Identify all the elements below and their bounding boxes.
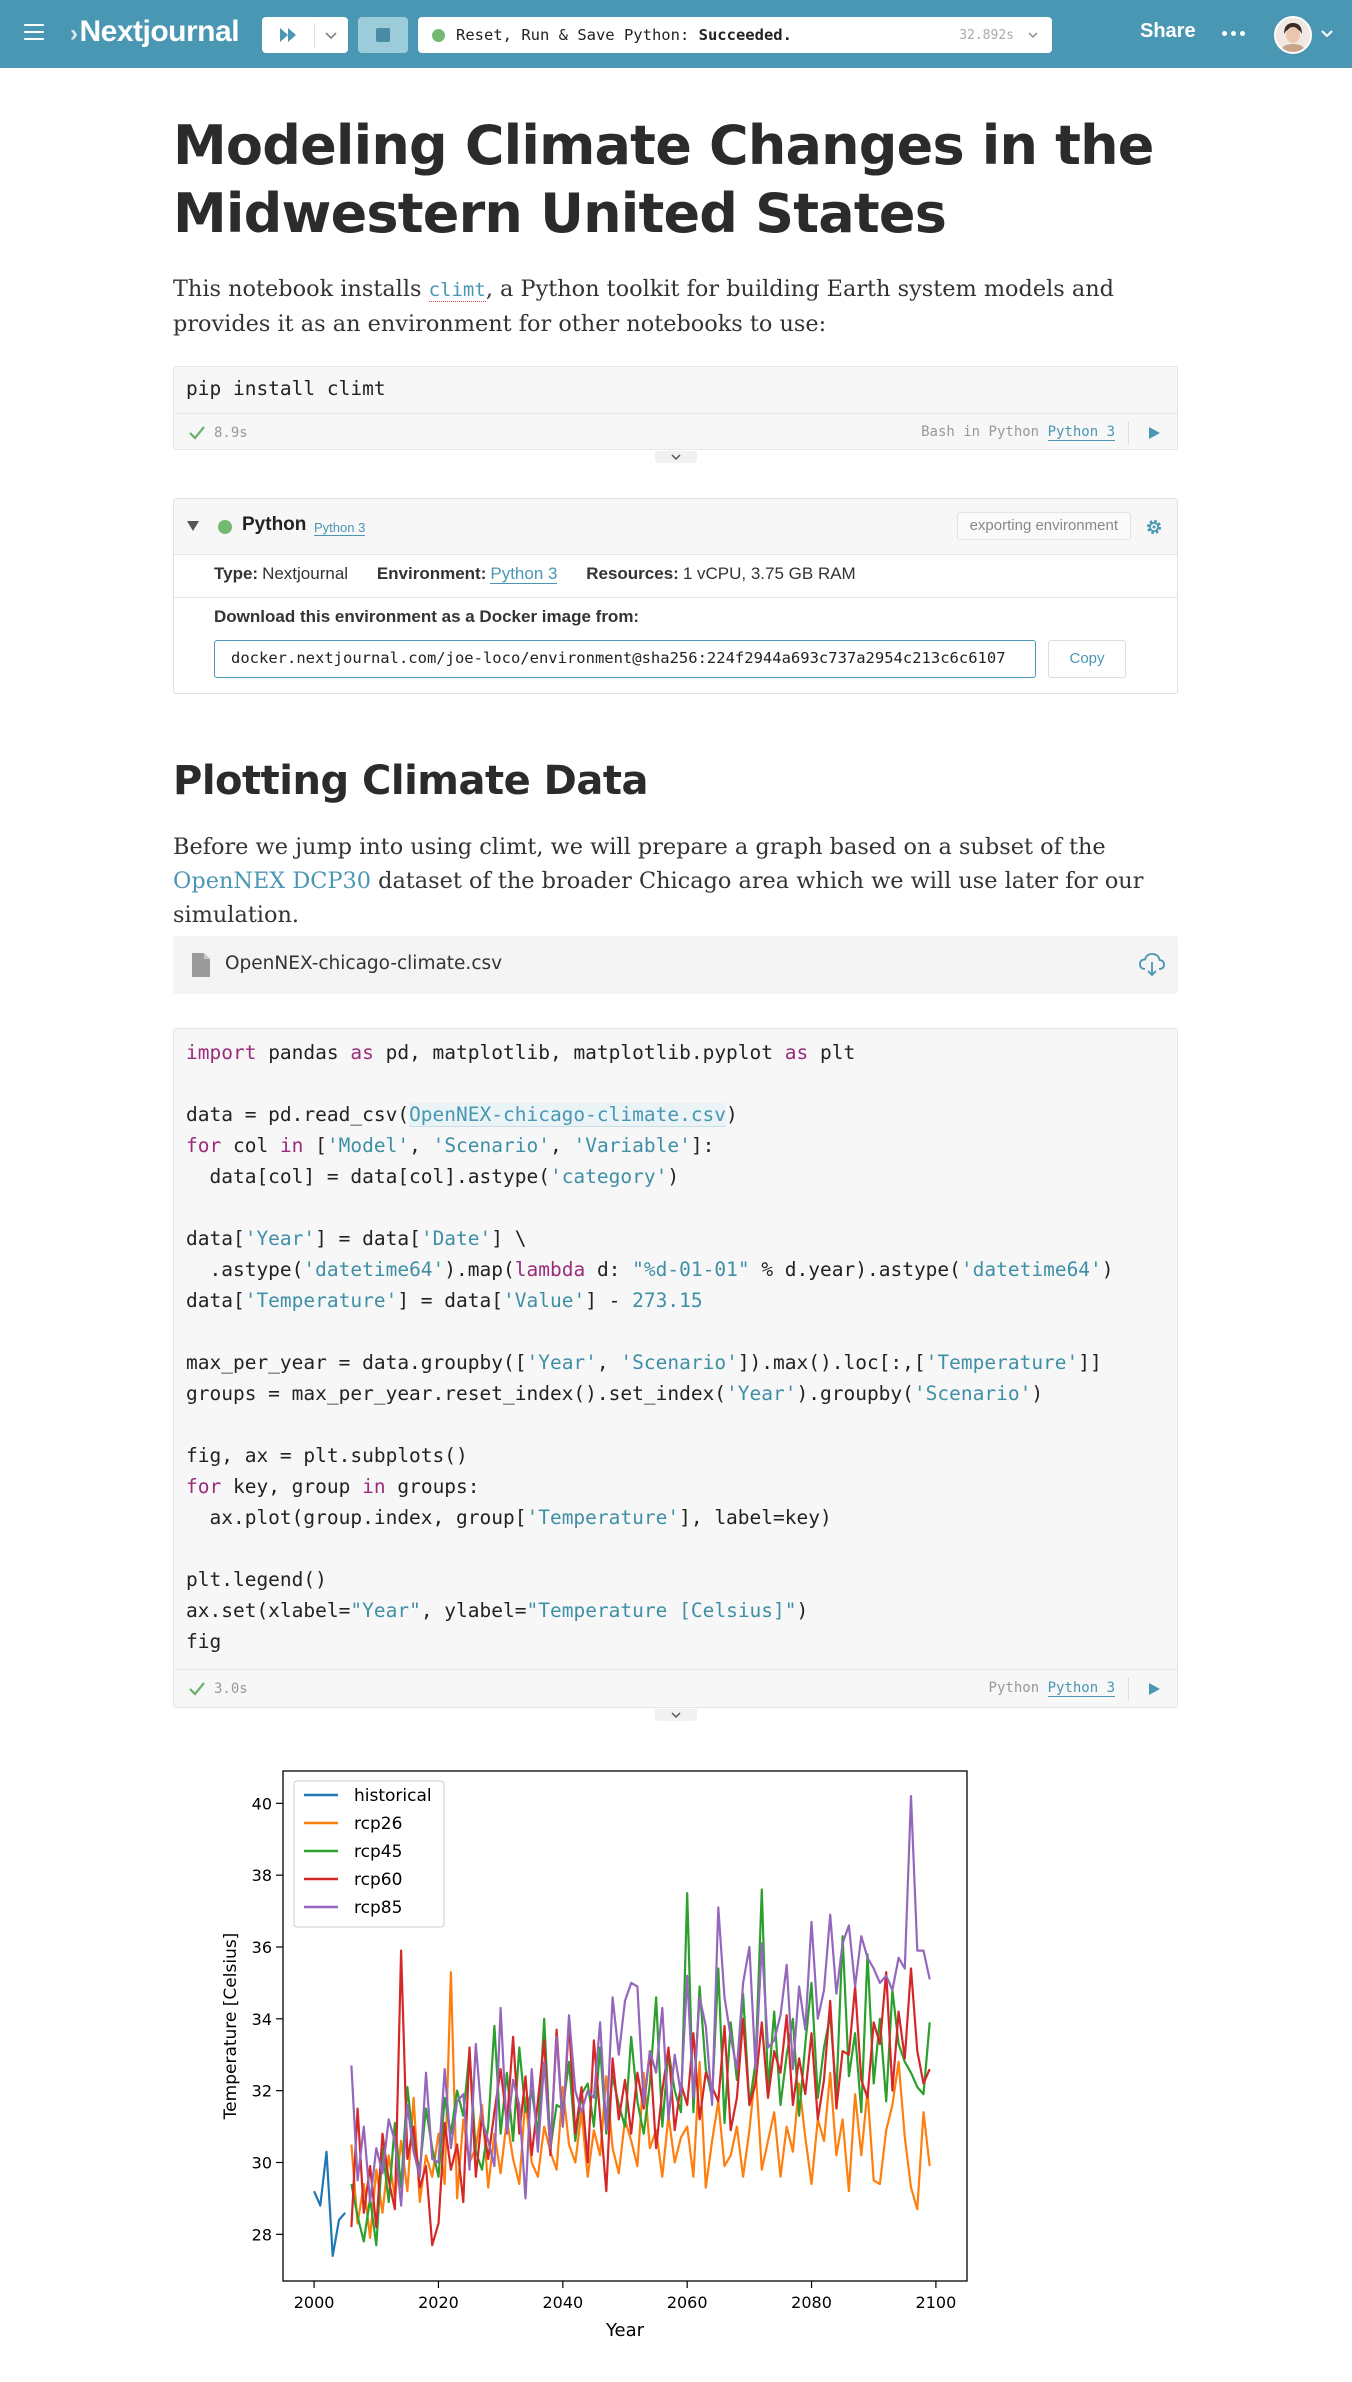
check-icon (188, 1680, 206, 1698)
file-reference-link[interactable]: OpenNEX-chicago-climate.csv (409, 1103, 727, 1126)
footer-divider (1128, 422, 1129, 444)
environment-status-dot (218, 520, 232, 534)
environment-panel (173, 498, 1178, 694)
run-button-divider (314, 23, 315, 47)
file-attachment[interactable] (173, 936, 1178, 994)
run-cell-icon[interactable] (1147, 1682, 1161, 1696)
y-tick-label: 30 (251, 2153, 272, 2173)
section-title: Plotting Climate Data (173, 758, 648, 804)
legend-label-rcp45: rcp45 (354, 1842, 403, 1862)
more-options-icon[interactable] (1222, 31, 1249, 36)
chevron-down-icon (670, 452, 682, 462)
share-button[interactable]: Share (1140, 20, 1196, 42)
cell-expander[interactable] (655, 451, 697, 463)
cell-duration: 3.0s (214, 1681, 248, 1697)
x-tick-label: 2100 (915, 2293, 957, 2312)
logo-chevron-icon: › (70, 20, 78, 47)
file-icon (191, 952, 211, 978)
fast-forward-icon (272, 25, 306, 45)
environment-name: Python (242, 514, 307, 535)
y-tick-label: 34 (251, 2009, 272, 2029)
series-line-rcp26 (351, 1972, 929, 2238)
series-line-rcp60 (351, 1951, 929, 2246)
page-title: Modeling Climate Changes in the Midwestern United States (173, 114, 1154, 245)
chevron-down-icon[interactable] (1320, 28, 1334, 40)
docker-download-label: Download this environment as a Docker image from: (214, 607, 640, 626)
avatar[interactable] (1274, 16, 1312, 54)
cloud-download-icon[interactable] (1138, 950, 1166, 978)
section-paragraph: Before we jump into using climt, we will prepare a graph based on a subset of the OpenNEX DCP30 dataset of the broader Chicago area which we will use later for our simulation. (173, 834, 1144, 928)
python-code[interactable]: import pandas as pd, matplotlib, matplotlib.pyplot as plt data = pd.read_csv(OpenNEX-chicago-climate.csv) for col in ['Model', 'Scenario', 'Variable']: data[col] = data[col].astype('category') data['Year'] = data['Date'] \ .astype('datetime64').map(lambda d: "%d-01-01" % d.year).astype('datetime64') data['Temperature'] = data['Value'] - 273.15 max_per_year = data.groupby(['Year', 'Scenario']).max().loc[:,['Temperature']] groups = max_per_year.reset_index().set_index('Year').groupby('Scenario') fig, ax = plt.subplots() for key, group in groups: ax.plot(group.index, group['Temperature'], label=key) plt.legend() ax.set(xlabel="Year", ylabel="Temperature [Celsius]") fig (186, 1041, 1114, 1653)
nextjournal-logo[interactable]: ›Nextjournal (70, 15, 240, 48)
chevron-down-icon[interactable] (322, 27, 340, 43)
chevron-down-icon (670, 1710, 682, 1720)
top-bar (0, 0, 1352, 68)
status-success-dot (432, 29, 445, 42)
user-avatar-icon (1276, 18, 1310, 52)
climt-link[interactable]: climt (428, 279, 486, 301)
opennex-link[interactable]: OpenNEX DCP30 (173, 868, 371, 894)
legend-label-rcp85: rcp85 (354, 1898, 403, 1918)
x-tick-label: 2060 (666, 2293, 708, 2312)
x-tick-label: 2000 (293, 2293, 335, 2312)
check-icon (188, 424, 206, 442)
stop-icon (376, 28, 390, 42)
y-tick-label: 36 (251, 1937, 272, 1957)
temperature-line-chart (206, 1750, 1006, 2352)
python-code-cell[interactable] (173, 1028, 1178, 1708)
gear-icon[interactable] (1143, 516, 1165, 538)
bash-code-cell[interactable] (173, 366, 1178, 450)
environment-meta: Type: Nextjournal Environment: Python 3 Resources: 1 vCPU, 3.75 GB RAM (214, 564, 856, 583)
legend-label-rcp60: rcp60 (354, 1870, 403, 1890)
stop-button[interactable] (358, 17, 408, 53)
environment-python-link[interactable]: Python 3 (490, 564, 558, 583)
x-tick-label: 2080 (791, 2293, 832, 2312)
intro-paragraph: This notebook installs climt, a Python toolkit for building Earth system models and provides it as an environment for other notebooks to use: (173, 276, 1114, 337)
bash-code[interactable]: pip install climt (186, 377, 386, 400)
cell-runtime: Bash in Python Python 3 (921, 424, 1115, 440)
docker-url-field[interactable]: docker.nextjournal.com/joe-loco/environment@sha256:224f2944a693c737a2954c213c6c6107 (214, 640, 1036, 678)
cell-footer (174, 413, 1177, 451)
collapse-triangle-icon[interactable] (186, 519, 200, 533)
runtime-env-link[interactable]: Python 3 (1047, 1680, 1115, 1696)
cell-footer (174, 1669, 1177, 1707)
cell-expander[interactable] (655, 1709, 697, 1721)
y-tick-label: 32 (251, 2081, 272, 2101)
environment-tag-link[interactable]: Python 3 (314, 520, 366, 535)
chevron-down-icon[interactable] (1026, 28, 1040, 42)
status-time: 32.892s (959, 28, 1014, 43)
legend-label-historical: historical (354, 1786, 432, 1806)
copy-button[interactable]: Copy (1048, 640, 1126, 678)
x-axis-label: Year (605, 2320, 645, 2341)
file-name: OpenNEX-chicago-climate.csv (225, 953, 503, 974)
series-line-historical (314, 2152, 345, 2256)
cell-duration: 8.9s (214, 425, 248, 441)
legend-label-rcp26: rcp26 (354, 1814, 403, 1834)
y-axis-label: Temperature [Celsius] (221, 1932, 241, 2120)
y-tick-label: 38 (251, 1866, 272, 1886)
hamburger-menu-icon[interactable] (24, 24, 44, 42)
environment-header[interactable] (174, 499, 1177, 555)
x-tick-label: 2040 (542, 2293, 584, 2312)
x-tick-label: 2020 (418, 2293, 459, 2312)
y-tick-label: 40 (251, 1794, 272, 1814)
footer-divider (1128, 1678, 1129, 1700)
exporting-environment-chip: exporting environment (957, 512, 1131, 540)
divider (174, 597, 1177, 598)
y-tick-label: 28 (251, 2225, 272, 2245)
run-all-button[interactable] (262, 17, 348, 53)
status-message: Reset, Run & Save Python: Succeeded. (456, 26, 792, 44)
runtime-env-link[interactable]: Python 3 (1047, 424, 1115, 440)
cell-runtime: Python Python 3 (988, 1680, 1115, 1696)
run-cell-icon[interactable] (1147, 426, 1161, 440)
run-status-bar[interactable] (418, 17, 1052, 53)
